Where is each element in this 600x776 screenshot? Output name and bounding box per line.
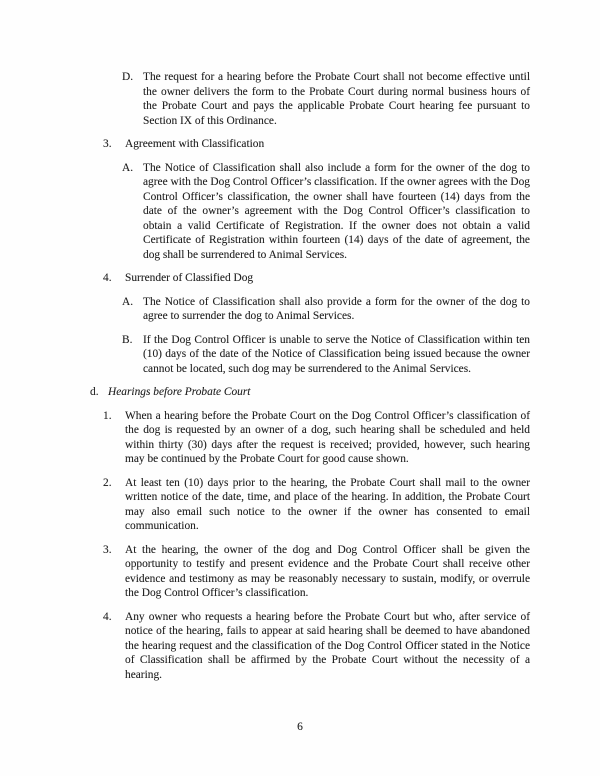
list-marker: 2. (103, 476, 112, 489)
list-marker: A. (122, 161, 134, 174)
paragraph-text: When a hearing before the Probate Court on the Dog Control Officer’s classification of the dog is requested by an owner of a dog, such hearing shall be scheduled and held within thirty (30) days after the request is received; provided, however, such hearing may be continued by the Probate Court for good cause shown. (125, 409, 530, 465)
list-marker: D. (122, 71, 134, 83)
list-marker: 4. (103, 610, 112, 623)
list-marker: 3. (103, 543, 112, 556)
list-marker: 1. (103, 409, 112, 422)
paragraph (103, 543, 530, 601)
paragraph-text: The request for a hearing before the Probate Court shall not become effective until the owner delivers the form to the Probate Court during normal business hours of the Probate Court and pays the applicable Probate Court hearing fee pursuant to Section IX of this Ordinance. (143, 71, 530, 127)
paragraph (122, 333, 530, 377)
section-heading (103, 137, 530, 152)
section-heading (103, 271, 530, 286)
list-marker: B. (122, 333, 133, 346)
list-marker: 4. (103, 272, 112, 284)
paragraph (103, 610, 530, 683)
paragraph-text: The Notice of Classification shall also provide a form for the owner of the dog to agree to surrender the dog to Animal Services. (143, 295, 530, 322)
paragraph-text: At least ten (10) days prior to the hearing, the Probate Court shall mail to the owner written notice of the date, time, and place of the hearing. In addition, the Probate Court may also email such notice to the owner if the owner has consented to email communication. (125, 476, 530, 532)
paragraph-text: At the hearing, the owner of the dog and Dog Control Officer shall be given the opportunity to testify and present evidence and the Probate Court shall receive other evidence and testimony as may be reasonably necessary to sustain, modify, or overrule the Dog Control Officer’s classification. (125, 543, 530, 599)
heading-text: Hearings before Probate Court (108, 386, 251, 398)
paragraph-text: The Notice of Classification shall also include a form for the owner of the dog to agree with the Dog Control Officer’s classification. If the owner agrees with the Dog Control Officer’s classification, the owner shall have fourteen (14) days from the date of the owner’s agreement with the Dog Control Officer’s classification to obtain a valid Certificate of Registration. If the owner does not obtain a valid Certificate of Registration within fourteen (14) days of the date of agreement, the dog shall be surrendered to Animal Services. (143, 161, 530, 261)
paragraph-text: If the Dog Control Officer is unable to serve the Notice of Classification within ten (10) days of the date of the Notice of Classification being issued because the owner cannot be located, such dog may be surrendered to the Animal Services. (143, 333, 530, 375)
heading-text: Agreement with Classification (125, 138, 265, 150)
list-marker: 3. (103, 138, 112, 150)
paragraph (122, 295, 530, 324)
paragraph (122, 70, 530, 128)
page-number: 6 (297, 721, 303, 733)
list-marker: A. (122, 295, 134, 308)
heading-text: Surrender of Classified Dog (125, 272, 254, 284)
paragraph (122, 161, 530, 263)
section-heading (90, 385, 530, 400)
paragraph (103, 409, 530, 467)
list-marker: d. (90, 386, 99, 398)
paragraph (103, 476, 530, 534)
paragraph-text: Any owner who requests a hearing before the Probate Court but who, after service of notice of the hearing, fails to appear at said hearing shall be deemed to have abandoned the hearing request and the classification of the Dog Control Officer stated in the Notice of Classification shall be affirmed by the Probate Court without the necessity of a hearing. (125, 610, 530, 681)
